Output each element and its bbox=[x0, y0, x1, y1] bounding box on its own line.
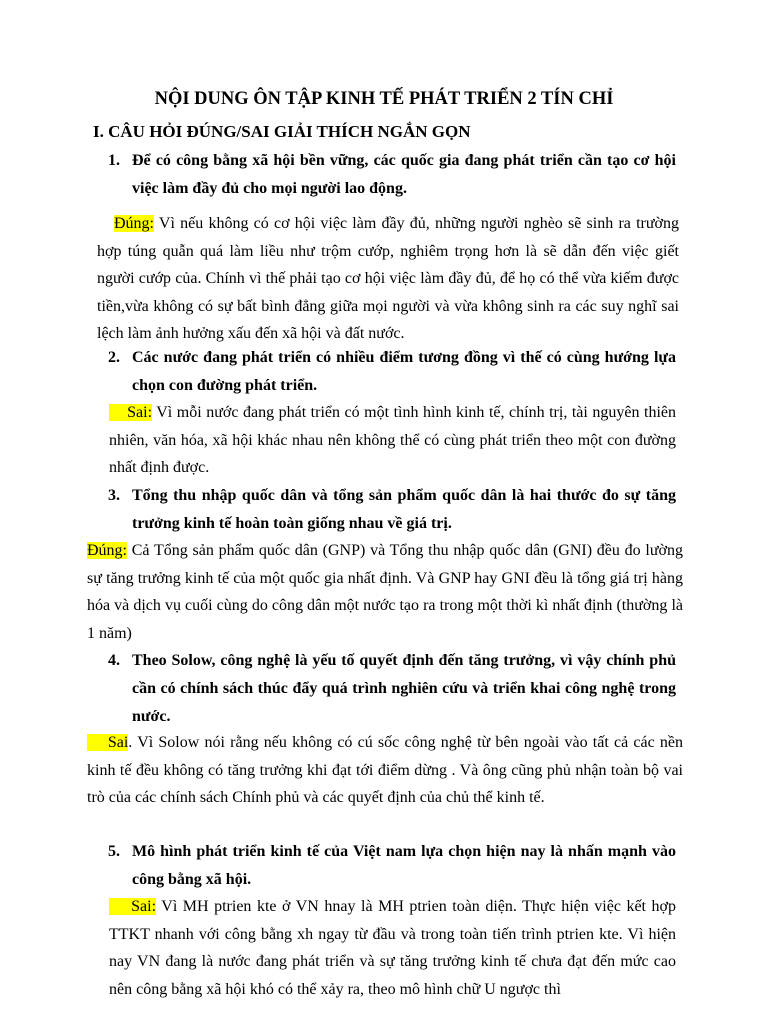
answer-5 bbox=[109, 893, 676, 1003]
answer-text: Vì mỗi nước đang phát triển có một tình hình kinh tế, chính trị, tài nguyên thiên nhiên, văn hóa, xã hội khác nhau nên không thể có cùng phát triển theo một con đường nhất định được. bbox=[109, 404, 676, 476]
verdict-highlight: Đúng: bbox=[87, 542, 127, 559]
question-text: Các nước đang phát triển có nhiều điểm tương đồng vì thế có cùng hướng lựa chọn con đường phát triển. bbox=[132, 349, 676, 394]
question-5 bbox=[108, 838, 676, 894]
answer-text: Vì MH ptrien kte ở VN hnay là MH ptrien toàn diện. Thực hiện việc kết hợp TTKT nhanh với công bằng xh ngay từ đầu và trong toàn tiến trình ptrien kte. Vì hiện nay VN đang là nước đang phát triển và sự tăng trưởng kinh tế chưa đạt đến mức cao nên công bằng xã hội khó có thể xảy ra, theo mô hình chữ U ngược thì bbox=[109, 898, 676, 998]
answer-4 bbox=[87, 729, 683, 812]
answer-3 bbox=[87, 537, 683, 647]
answer-text: Cả Tổng sản phẩm quốc dân (GNP) và Tổng thu nhập quốc dân (GNI) đều đo lường sự tăng trưởng kinh tế của một quốc gia nhất định. Và GNP hay GNI đều là tổng giá trị hàng hóa và dịch vụ cuối cùng do công dân một nước tạo ra trong một thời kì nhất định (thường là 1 năm) bbox=[87, 542, 683, 642]
answer-text: . Vì Solow nói rằng nếu không có cú sốc công nghệ từ bên ngoài vào tất cả các nền kinh tế đều không có tăng trưởng khi đạt tới điểm dừng . Và ông cũng phủ nhận toàn bộ vai trò của các chính sách Chính phủ và các quyết định của chủ thể kinh tế. bbox=[87, 734, 683, 806]
question-text: Theo Solow, công nghệ là yếu tố quyết định đến tăng trưởng, vì vậy chính phủ cần có chính sách thúc đẩy quá trình nghiên cứu và triển khai công nghệ trong nước. bbox=[132, 652, 676, 725]
verdict-highlight: Đúng: bbox=[114, 215, 154, 232]
question-2 bbox=[108, 344, 676, 400]
verdict-highlight: Sai: bbox=[109, 898, 156, 915]
verdict-highlight: Sai: bbox=[109, 404, 152, 421]
section-heading: I. CÂU HỎI ĐÚNG/SAI GIẢI THÍCH NGẮN GỌN bbox=[93, 122, 471, 141]
answer-text: Vì nếu không có cơ hội việc làm đầy đủ, những người nghèo sẽ sinh ra trường hợp túng quẫn quá làm liều như trộm cướp, nghiêm trọng hơn là sẽ dẫn đến việc giết người cướp của. Chính vì thế phải tạo cơ hội việc làm đầy đủ, để họ có thể vừa kiếm được tiền,vừa không có sự bất bình đẳng giữa mọi người và vừa không sinh ra các suy nghĩ sai lệch làm ảnh hưởng xấu đến xã hội và đất nước. bbox=[97, 215, 679, 342]
question-3 bbox=[108, 482, 676, 538]
answer-1 bbox=[97, 210, 679, 348]
document-title: NỘI DUNG ÔN TẬP KINH TẾ PHÁT TRIỂN 2 TÍN CHỈ bbox=[154, 89, 614, 109]
answer-2 bbox=[109, 399, 676, 482]
question-number: 4. bbox=[108, 652, 120, 669]
question-number: 1. bbox=[108, 152, 120, 169]
verdict-highlight: Sai bbox=[87, 734, 128, 751]
question-text: Mô hình phát triển kinh tế của Việt nam lựa chọn hiện nay là nhấn mạnh vào công bằng xã hội. bbox=[132, 843, 676, 888]
question-number: 2. bbox=[108, 349, 120, 366]
question-1 bbox=[108, 147, 676, 203]
question-number: 5. bbox=[108, 843, 120, 860]
question-text: Tổng thu nhập quốc dân và tổng sản phẩm quốc dân là hai thước đo sự tăng trưởng kinh tế hoàn toàn giống nhau về giá trị. bbox=[132, 487, 676, 532]
question-number: 3. bbox=[108, 487, 120, 504]
question-4 bbox=[108, 647, 676, 731]
question-text: Để có công bằng xã hội bền vững, các quốc gia đang phát triển cần tạo cơ hội việc làm đầy đủ cho mọi người lao động. bbox=[132, 152, 676, 197]
